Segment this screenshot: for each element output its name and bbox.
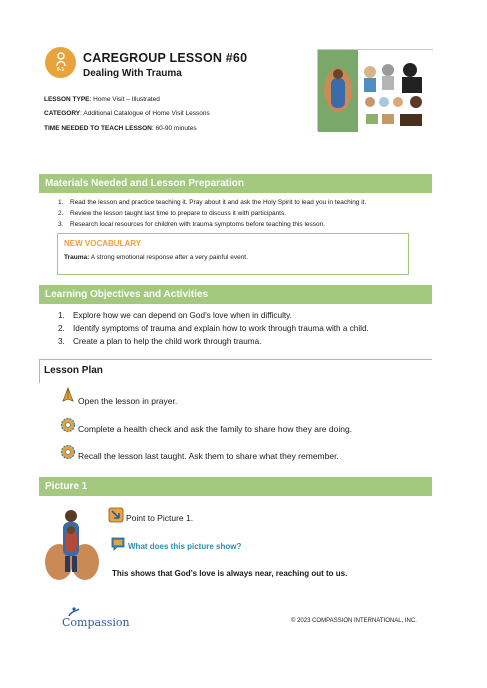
plan-step-text: Recall the lesson last taught. Ask them to share what they remember. xyxy=(78,451,339,461)
vocabulary-heading: NEW VOCABULARY xyxy=(64,239,142,248)
list-number: 3. xyxy=(58,337,65,346)
plan-step-text: Complete a health check and ask the family to share how they are doing. xyxy=(78,424,353,434)
brand-wordmark: Compassion xyxy=(62,616,130,629)
gear-icon xyxy=(60,444,76,460)
list-text: Read the lesson and practice teaching it. Pray about it and ask the Holy Spirit to lead you in teaching it. xyxy=(70,199,367,206)
compassion-logo xyxy=(62,607,128,631)
objectives-list xyxy=(58,311,430,350)
praying-hands-icon xyxy=(60,387,76,403)
vocabulary-entry xyxy=(64,254,402,261)
category-line xyxy=(44,110,210,117)
list-number: 1. xyxy=(58,311,65,320)
cover-illustration xyxy=(318,50,441,132)
list-number: 3. xyxy=(58,221,64,228)
cover-brand: Compassion xyxy=(413,57,441,63)
category-label: CATEGORY xyxy=(44,110,81,117)
objectives-heading: Learning Objectives and Activities xyxy=(39,285,432,304)
category-value: : Additional Catalogue of Home Visit Lessons xyxy=(80,110,210,117)
speech-bubble-icon xyxy=(110,536,126,552)
vocabulary-box xyxy=(57,233,409,275)
lesson-plan-divider xyxy=(39,359,432,360)
lesson-plan-heading: Lesson Plan xyxy=(44,365,103,376)
list-item xyxy=(58,221,428,232)
point-instruction: Point to Picture 1. xyxy=(126,513,194,523)
picture-1-illustration xyxy=(43,502,99,580)
list-text: Review the lesson taught last time to prepare to discuss it with participants. xyxy=(70,210,287,217)
list-text: Create a plan to help the child work through trauma. xyxy=(73,337,262,346)
list-text: Identify symptoms of trauma and explain how to work through trauma with a child. xyxy=(73,324,369,333)
lesson-plan-divider-vertical xyxy=(39,359,40,383)
lesson-cover-thumbnail xyxy=(317,49,441,131)
plan-step-text: Open the lesson in prayer. xyxy=(78,396,178,406)
materials-heading: Materials Needed and Lesson Preparation xyxy=(39,174,432,193)
lesson-title: CAREGROUP LESSON #60 xyxy=(83,51,248,65)
gear-icon xyxy=(60,417,76,433)
list-number: 1. xyxy=(58,199,64,206)
lesson-type-line xyxy=(44,96,160,103)
picture-answer: This shows that God’s love is always near, reaching out to us. xyxy=(112,569,348,578)
list-text: Research local resources for children with trauma symptoms before teaching this lesson. xyxy=(70,221,326,228)
picture-question: What does this picture show? xyxy=(128,542,242,551)
time-needed-value: : 60-90 minutes xyxy=(151,125,197,132)
time-needed-line xyxy=(44,125,197,132)
copyright-notice: © 2023 COMPASSION INTERNATIONAL, INC. xyxy=(291,618,417,624)
age-group-logo xyxy=(45,47,76,78)
vocabulary-definition: A strong emotional response after a very painful event. xyxy=(89,254,248,261)
list-item xyxy=(58,337,430,350)
list-number: 2. xyxy=(58,210,64,217)
list-item xyxy=(58,311,430,324)
picture-1-heading: Picture 1 xyxy=(39,477,432,496)
list-item xyxy=(58,199,428,210)
list-number: 2. xyxy=(58,324,65,333)
time-needed-label: TIME NEEDED TO TEACH LESSON xyxy=(44,125,152,132)
list-text: Explore how we can depend on God’s love when in difficulty. xyxy=(73,311,292,320)
lesson-type-label: LESSON TYPE xyxy=(44,96,90,103)
lesson-subtitle: Dealing With Trauma xyxy=(83,68,182,79)
lesson-type-value: : Home Visit – Illustrated xyxy=(89,96,160,103)
pointing-arrow-icon xyxy=(108,507,124,523)
materials-list xyxy=(58,199,428,232)
age-range: 0-1 xyxy=(56,67,65,73)
list-item xyxy=(58,210,428,221)
vocabulary-term: Trauma: xyxy=(64,254,90,261)
list-item xyxy=(58,324,430,337)
baby-icon xyxy=(55,52,67,67)
